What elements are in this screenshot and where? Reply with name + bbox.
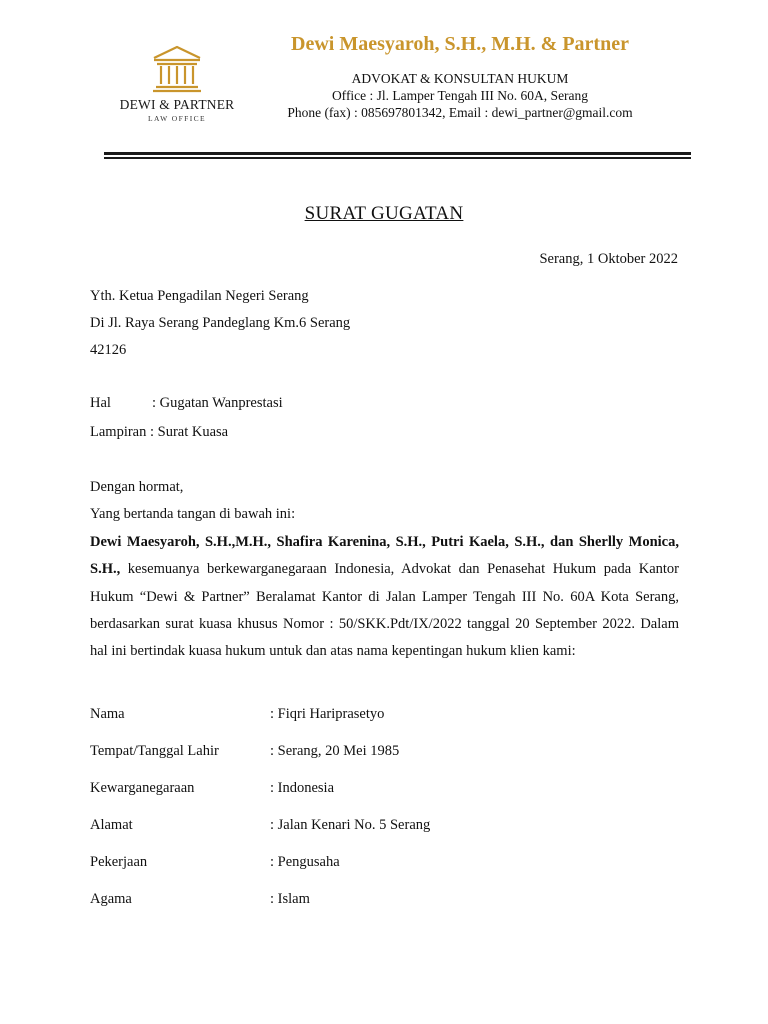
client-field-value: : Fiqri Hariprasetyo	[270, 706, 385, 722]
firm-address: Office : Jl. Lamper Tengah III No. 60A, Serang	[331, 88, 589, 103]
firm-logo	[118, 44, 236, 128]
client-field-value: : Jalan Kenari No. 5 Serang	[270, 817, 431, 833]
client-field-label: Pekerjaan	[90, 854, 148, 870]
client-field-label: Nama	[90, 706, 125, 722]
courthouse-icon	[151, 44, 203, 94]
recipient-line: Yth. Ketua Pengadilan Negeri Serang	[90, 288, 309, 304]
letter-title: SURAT GUGATAN	[304, 203, 464, 224]
logo-subtitle: LAW OFFICE	[147, 114, 207, 123]
firm-name: Dewi Maesyaroh, S.H., M.H. & Partner	[291, 33, 629, 55]
client-field-label: Alamat	[90, 817, 133, 833]
signatories: Dewi Maesyaroh, S.H.,M.H., Shafira Karenina, S.H., Putri Kaela, S.H., dan Sherlly Monica, S.H.,	[90, 534, 679, 578]
attachment-line: Lampiran : Surat Kuasa	[90, 424, 229, 440]
client-field-label: Agama	[90, 891, 132, 907]
header-divider-thin	[104, 157, 691, 159]
letter-date: Serang, 1 Oktober 2022	[539, 251, 678, 267]
client-field-value: : Pengusaha	[270, 854, 340, 870]
greeting: Dengan hormat,	[90, 479, 184, 495]
firm-tagline: ADVOKAT & KONSULTAN HUKUM	[351, 71, 569, 86]
header-divider-thick	[104, 152, 691, 155]
subject-label: Hal	[90, 395, 111, 411]
intro-line: Yang bertanda tangan di bawah ini:	[90, 506, 296, 522]
firm-contact: Phone (fax) : 085697801342, Email : dewi_partner@gmail.com	[287, 105, 633, 120]
client-field-value: : Islam	[270, 891, 310, 907]
recipient-line: Di Jl. Raya Serang Pandeglang Km.6 Serang	[90, 315, 351, 331]
subject-value: : Gugatan Wanprestasi	[152, 395, 283, 411]
logo-name: DEWI & PARTNER	[119, 97, 235, 112]
client-field-value: : Serang, 20 Mei 1985	[270, 743, 400, 759]
client-field-label: Tempat/Tanggal Lahir	[90, 743, 219, 759]
client-field-value: : Indonesia	[270, 780, 335, 796]
recipient-line: 42126	[90, 342, 127, 358]
client-field-label: Kewarganegaraan	[90, 780, 195, 796]
body-text: kesemuanya berkewarganegaraan Indonesia, Advokat dan Penasehat Hukum pada Kantor Hukum “Dewi & Partner” Beralamat Kantor di Jalan Lamper Tengah III No. 60A Kota Serang, berdasarkan surat kuasa khusus Nomor : 50/SKK.Pdt/IX/2022 tanggal 20 September 2022. Dalam hal ini bertindak kuasa hukum untuk dan atas nama kepentingan hukum klien kami:	[90, 561, 679, 660]
body-paragraph	[90, 529, 679, 665]
